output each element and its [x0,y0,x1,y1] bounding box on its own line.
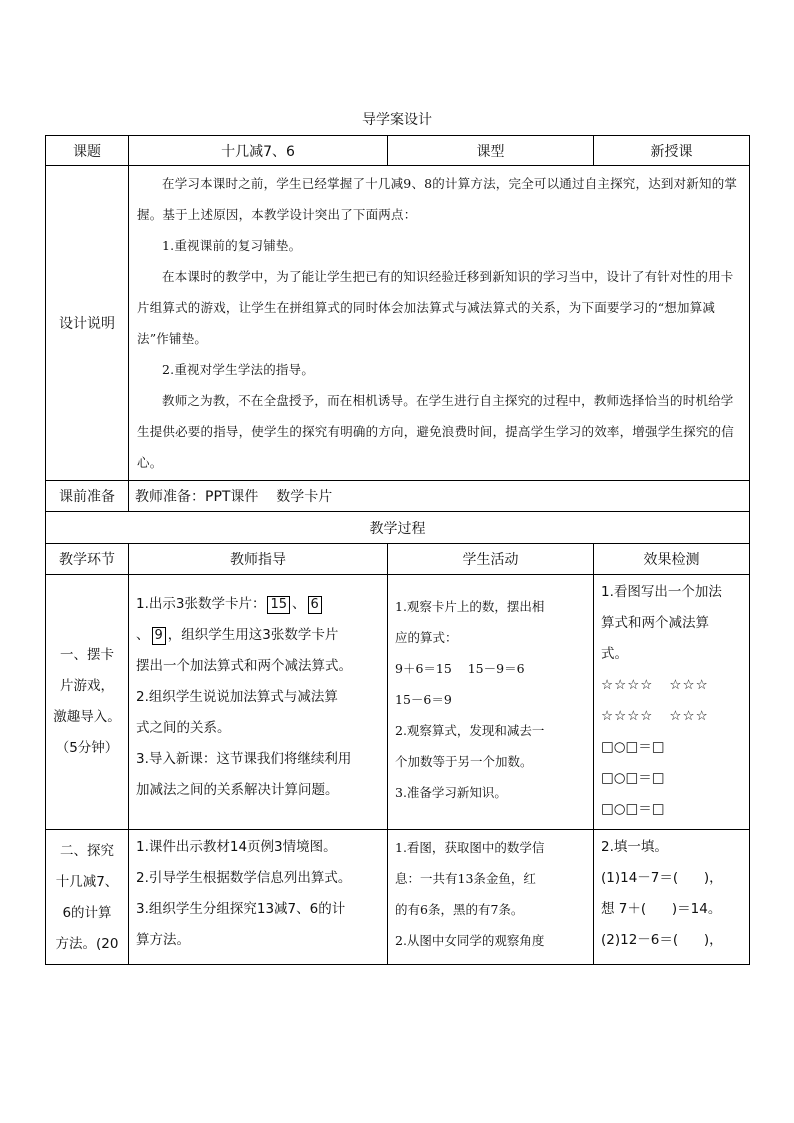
process-row-2 [46,830,750,965]
teacher-line: 式之间的关系。 [136,720,231,736]
design-paragraph: 1.重视课前的复习铺垫。 [162,238,302,253]
check-line: 式。 [601,646,628,662]
check-line: (2)12－6＝( )， [601,932,723,948]
prep-row [46,481,750,512]
check-line: 想 7＋( )＝14。 [601,901,722,917]
col-header-teacher: 教师指导 [129,544,388,575]
check-line: 1.看图写出一个加法 [601,584,722,600]
student-activity [388,830,594,965]
student-line: 1.观察卡片上的数，摆出相 [395,599,545,614]
student-line: 15－6＝9 [395,692,452,707]
design-row [46,166,750,481]
student-activity [388,575,594,830]
teacher-line: 算方法。 [136,932,190,948]
equation-blank: □○□＝□ [601,739,665,755]
student-line: 的有6条，黑的有7条。 [395,902,524,917]
step-line: 一、摆卡 [60,647,114,663]
teacher-line [136,589,381,620]
student-line: 9＋6＝15 15－9＝6 [395,661,525,676]
process-title-row [46,512,750,544]
teacher-guidance [129,575,388,830]
effect-check [594,575,750,830]
student-line: 个加数等于另一个加数。 [395,754,533,769]
student-line: 应的算式： [395,630,458,645]
effect-check [594,830,750,965]
col-header-student: 学生活动 [388,544,594,575]
step-line: 十几减7、 [55,874,119,890]
step-line: 激趣导入。 [53,709,121,725]
design-paragraph: 在学习本课时之前，学生已经掌握了十几减9、8的计算方法，完全可以通过自主探究，达到对新知的掌握。基于上述原因，本教学设计突出了下面两点： [137,176,738,222]
equation-blank: □○□＝□ [601,770,665,786]
student-line: 2.观察算式，发现和减去一 [395,723,545,738]
topic-value: 十几减7、6 [129,136,388,166]
student-line: 息：一共有13条金鱼，红 [395,871,536,886]
check-line: 算式和两个减法算 [601,615,709,631]
check-line: 2.填一填。 [601,839,668,855]
document-title: 导学案设计 [362,112,432,128]
topic-label: 课题 [46,136,129,166]
student-line: 3.准备学习新知识。 [395,785,507,800]
number-card: 6 [308,596,322,614]
design-description [129,166,750,481]
teacher-line: 2.组织学生说说加法算式与减法算 [136,689,338,705]
teacher-line: 2.引导学生根据数学信息列出算式。 [136,870,352,886]
teacher-line: 1.课件出示教材14页例3情境图。 [136,839,337,855]
design-paragraph: 2.重视对学生学法的指导。 [162,362,315,377]
number-card: 9 [152,627,166,645]
step-line: 片游戏， [60,678,114,694]
process-row-1 [46,575,750,830]
design-paragraph: 教师之为教，不在全盘授予，而在相机诱导。在学生进行自主探究的过程中，教师选择恰当的时机给学生提供必要的指导，使学生的探究有明确的方向，避免浪费时间，提高学生学习的效率，增强学生探究的信心。 [137,393,734,470]
design-paragraph: 在本课时的教学中，为了能让学生把已有的知识经验迁移到新知识的学习当中，设计了有针对性的用卡片组算式的游戏，让学生在拼组算式的同时体会加法算式与减法算式的关系，为下面要学习的“想加算减法”作铺垫。 [137,269,734,346]
star-picture [601,670,743,701]
teacher-text: 、 [136,627,150,643]
lesson-plan-table [45,135,750,965]
equation-blank: □○□＝□ [601,801,665,817]
star-picture [601,701,743,732]
step-cell [46,830,129,965]
step-line: 6的计算 [62,905,112,921]
check-line: (1)14－7＝( )， [601,870,723,886]
type-value: 新授课 [594,136,750,166]
design-label: 设计说明 [46,166,129,481]
teacher-text: ，组织学生用这3张数学卡片 [167,627,339,643]
teacher-line: 摆出一个加法算式和两个减法算式。 [136,658,352,674]
type-label: 课型 [388,136,594,166]
col-header-step: 教学环节 [46,544,129,575]
star-group: ☆☆☆☆ [601,677,654,693]
teacher-line: 3.组织学生分组探究13减7、6的计 [136,901,346,917]
star-group: ☆☆☆☆ [601,708,654,724]
col-header-check: 效果检测 [594,544,750,575]
step-line: 二、探究 [60,843,114,859]
column-header-row [46,544,750,575]
star-group: ☆☆☆ [669,708,709,724]
teacher-guidance [129,830,388,965]
student-line: 1.看图，获取图中的数学信 [395,840,545,855]
header-row [46,136,750,166]
step-line: （5分钟） [55,740,119,756]
star-group: ☆☆☆ [669,677,709,693]
teacher-text: 、 [292,596,306,612]
step-line: 方法。(20 [55,936,119,952]
number-card: 15 [267,596,290,614]
prep-label: 课前准备 [46,481,129,512]
prep-value: 教师准备：PPT课件 数学卡片 [129,481,750,512]
process-title: 教学过程 [46,512,750,544]
step-cell [46,575,129,830]
teacher-line: 加减法之间的关系解决计算问题。 [136,782,339,798]
student-line: 2.从图中女同学的观察角度 [395,933,545,948]
teacher-text: 1.出示3张数学卡片： [136,596,266,612]
teacher-line [136,620,381,651]
teacher-line: 3.导入新课：这节课我们将继续利用 [136,751,352,767]
